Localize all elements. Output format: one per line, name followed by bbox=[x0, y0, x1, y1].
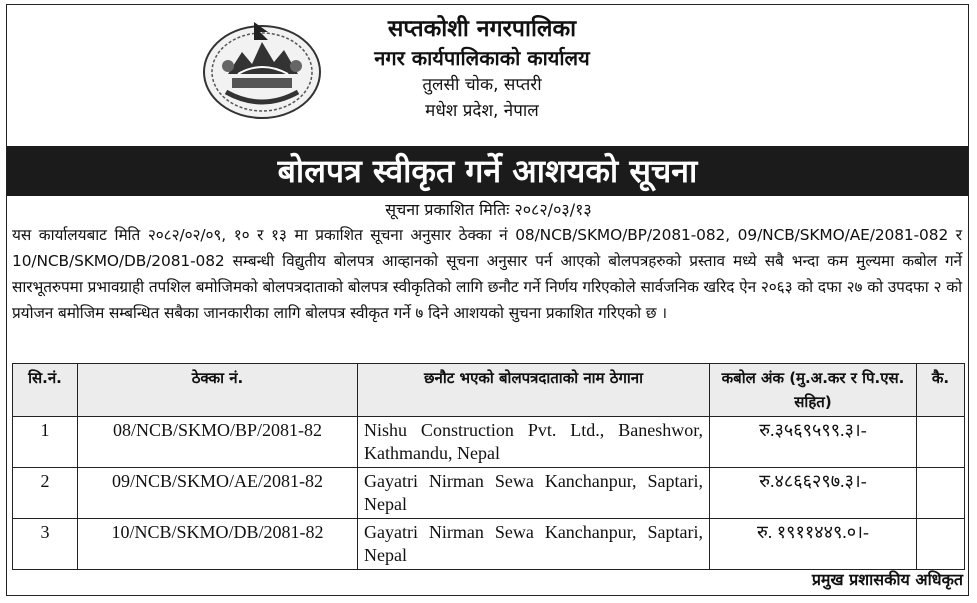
table-header-row bbox=[13, 364, 965, 417]
notice-title: बोलपत्र स्वीकृत गर्ने आशयको सूचना bbox=[7, 146, 968, 196]
table-row bbox=[13, 468, 965, 519]
cell-remarks bbox=[917, 468, 965, 519]
col-header-bidder: छनौट भएको बोलपत्रदाताको नाम ठेगाना bbox=[358, 364, 710, 417]
col-header-contract-no: ठेक्का नं. bbox=[78, 364, 358, 417]
office-name: सप्तकोशी नगरपालिका bbox=[387, 16, 577, 42]
selected-bidders-table bbox=[12, 363, 965, 570]
address-line-2: मधेश प्रदेश, नेपाल bbox=[425, 101, 539, 121]
cell-bidder: Nishu Construction Pvt. Ltd., Baneshwor, Kathmandu, Nepal bbox=[358, 417, 710, 468]
notice-body: यस कार्यालयबाट मिति २०८२/०२/०९, १० र १३ मा प्रकाशित सूचना अनुसार ठेक्का नं 08/NCB/SKMO/BP/2081-082, 09/NCB/SKMO/AE/2081-082 र 10/NCB/SKMO/DB/2081-082 सम्बन्धी विद्युतीय बोलपत्र आव्हानको सूचना अनुसार पर्न आएको बोलपत्रहरुको प्रस्ताव मध्ये सबै भन्दा कम मुल्यमा कबोल गर्ने सारभूतरुपमा प्रभावग्राही तपशिल बमोजिमको बोलपत्रदाताको बोलपत्र स्वीकृतिको लागि छनौट गर्ने निर्णय गरिएकोले सार्वजनिक खरिद ऐन २०६३ को दफा २७ को उपदफा २ को प्रयोजन बमोजिम सम्बन्धित सबैका जानकारीका लागि बोलपत्र स्वीकृत गर्ने ७ दिने आशयको सुचना प्रकाशित गरिएको छ । bbox=[12, 226, 962, 322]
cell-bidder: Gayatri Nirman Sewa Kanchanpur, Saptari, Nepal bbox=[358, 519, 710, 570]
office-header bbox=[332, 14, 632, 124]
signatory-title: प्रमुख प्रशासकीय अधिकृत bbox=[811, 570, 963, 589]
office-subtitle: नगर कार्यपालिकाको कार्यालय bbox=[374, 46, 590, 70]
table-row bbox=[13, 417, 965, 468]
cell-sn: 2 bbox=[13, 468, 78, 519]
table-row bbox=[13, 519, 965, 570]
cell-contract-no: 08/NCB/SKMO/BP/2081-82 bbox=[78, 417, 358, 468]
cell-bidder: Gayatri Nirman Sewa Kanchanpur, Saptari, Nepal bbox=[358, 468, 710, 519]
published-date: सूचना प्रकाशित मितिः २०८२/०३/१३ bbox=[385, 200, 592, 219]
address-line-1: तुलसी चोक, सप्तरी bbox=[422, 75, 542, 95]
cell-remarks bbox=[917, 417, 965, 468]
col-header-remarks: कै. bbox=[917, 364, 965, 417]
cell-remarks bbox=[917, 519, 965, 570]
cell-contract-no: 09/NCB/SKMO/AE/2081-82 bbox=[78, 468, 358, 519]
cell-sn: 3 bbox=[13, 519, 78, 570]
government-emblem-icon bbox=[198, 12, 326, 122]
cell-contract-no: 10/NCB/SKMO/DB/2081-82 bbox=[78, 519, 358, 570]
cell-amount: रु.४८६६२९७.३।- bbox=[710, 468, 917, 519]
col-header-sn: सि.नं. bbox=[13, 364, 78, 417]
cell-amount: रु.३५६९५९९.३।- bbox=[710, 417, 917, 468]
col-header-amount: कबोल अंक (मु.अ.कर र पि.एस. सहित) bbox=[710, 364, 917, 417]
cell-sn: 1 bbox=[13, 417, 78, 468]
cell-amount: रु. १९११४४९.०।- bbox=[710, 519, 917, 570]
